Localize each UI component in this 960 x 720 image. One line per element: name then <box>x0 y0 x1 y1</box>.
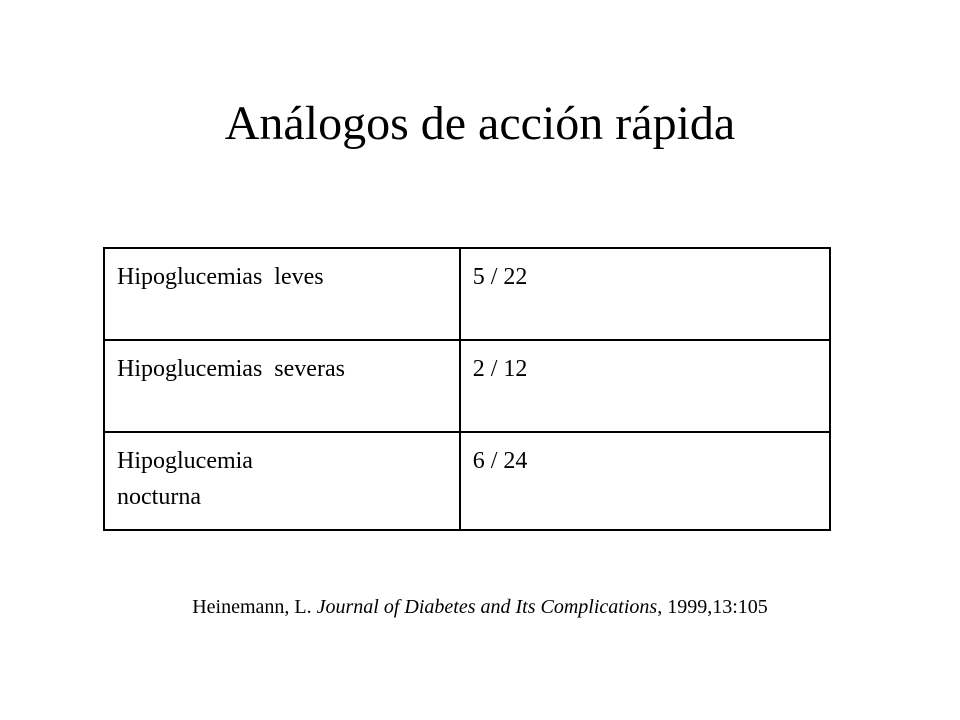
row-label: Hipoglucemias severas <box>104 340 460 432</box>
citation <box>0 593 960 621</box>
table-row <box>104 432 830 530</box>
row-label: Hipoglucemias leves <box>104 248 460 340</box>
citation-details: , 1999,13:105 <box>657 596 768 618</box>
row-value: 6 / 24 <box>460 432 830 530</box>
results-table <box>103 247 831 531</box>
row-label: Hipoglucemia nocturna <box>104 432 460 530</box>
citation-author: Heinemann, L. <box>192 596 317 618</box>
table-row <box>104 340 830 432</box>
slide-title: Análogos de acción rápida <box>224 97 736 150</box>
table-row <box>104 248 830 340</box>
row-value: 2 / 12 <box>460 340 830 432</box>
citation-journal: Journal of Diabetes and Its Complications <box>316 596 658 618</box>
row-value: 5 / 22 <box>460 248 830 340</box>
